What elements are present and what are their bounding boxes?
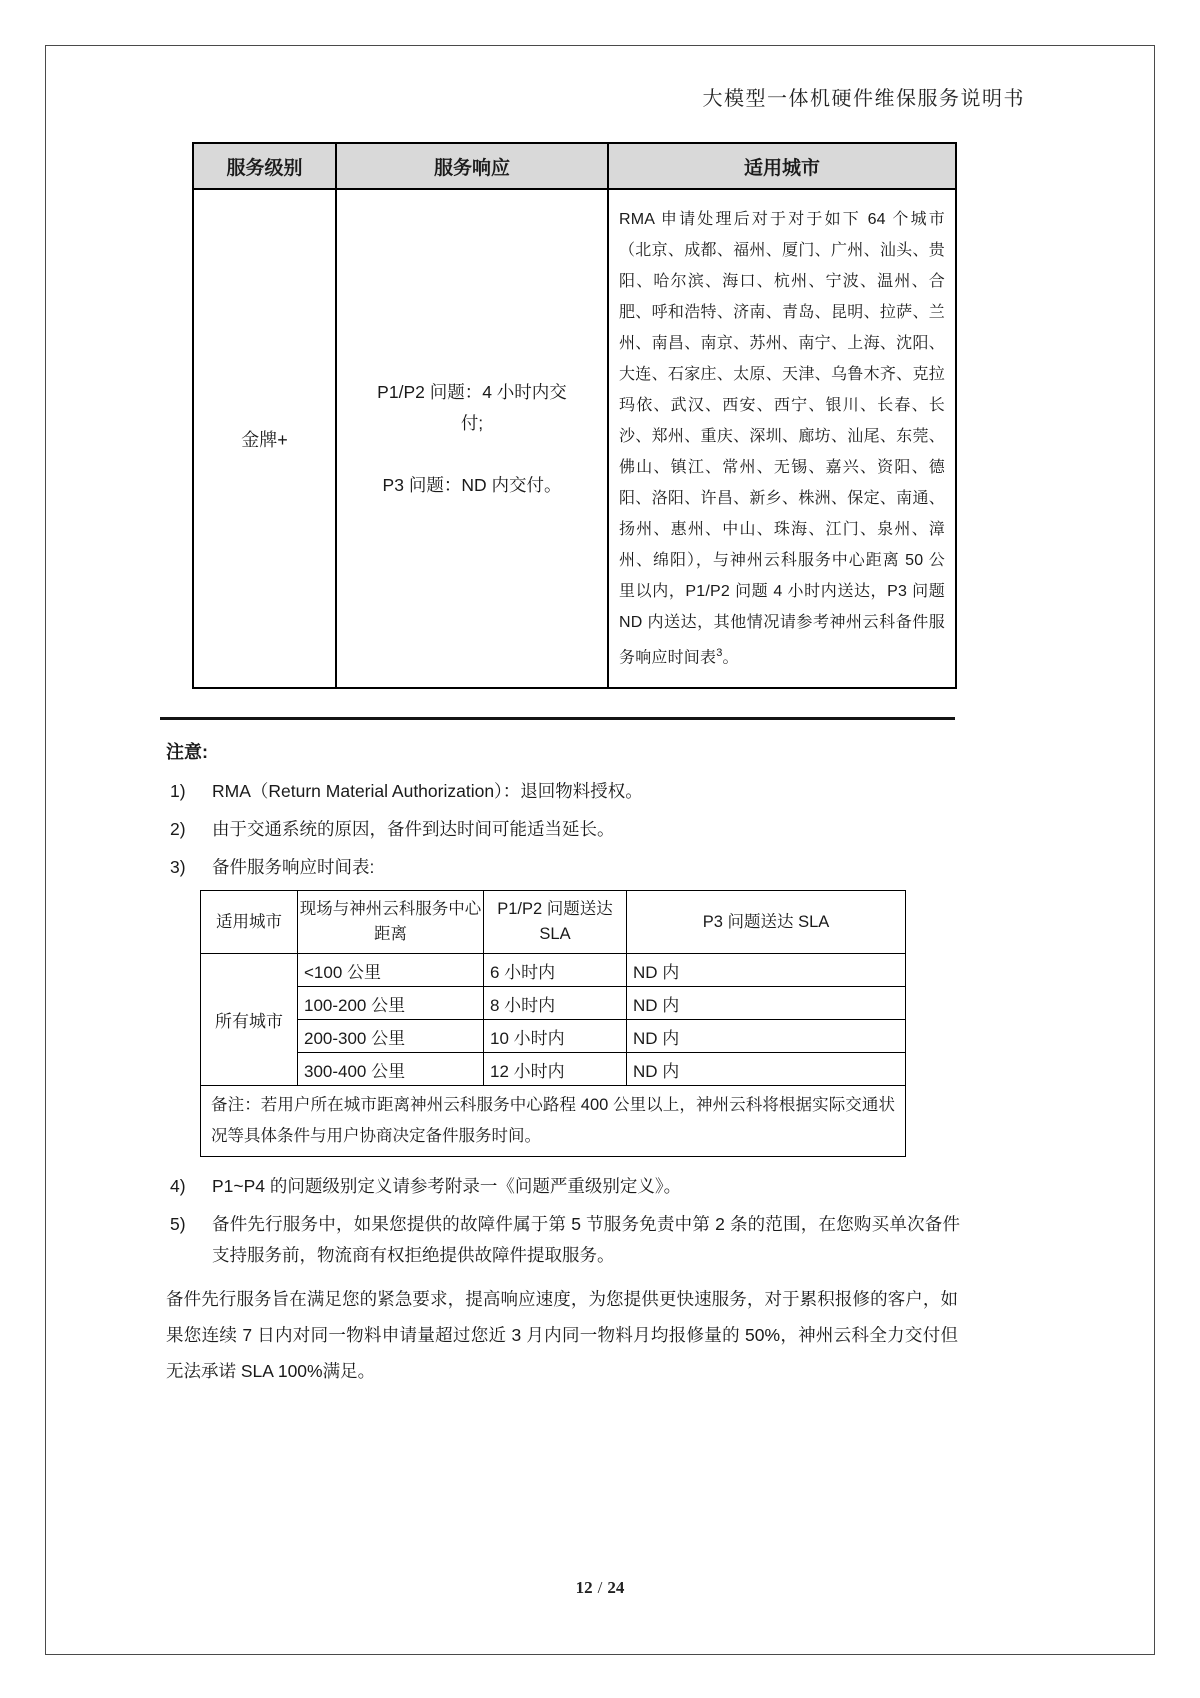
service-table-header-cities: 适用城市 [608,143,956,189]
sla-header-p3: P3 问题送达 SLA [627,891,906,954]
sla-distance-cell: 300-400 公里 [298,1053,484,1086]
service-table-header-level: 服务级别 [193,143,336,189]
sla-header-distance: 现场与神州云科服务中心距离 [298,891,484,954]
page-content [160,142,960,1389]
note-text: 备件服务响应时间表: [212,857,375,878]
note-text: 备件先行服务中，如果您提供的故障件属于第 5 节服务免责中第 2 条的范围，在您购买单次备件支持服务前，物流商有权拒绝提供故障件提取服务。 [212,1214,960,1266]
sla-p1p2-cell: 6 小时内 [484,954,627,987]
sla-header-city: 适用城市 [201,891,298,954]
table-row [201,987,906,1020]
sla-p1p2-cell: 8 小时内 [484,987,627,1020]
applicable-cities-cell [608,189,956,688]
document-header-title: 大模型一体机硬件维保服务说明书 [702,88,1025,110]
sla-p1p2-cell: 10 小时内 [484,1020,627,1053]
service-table-header-row [193,143,956,189]
sla-p3-cell: ND 内 [627,954,906,987]
sla-p3-cell: ND 内 [627,1020,906,1053]
sla-p3-cell: ND 内 [627,1053,906,1086]
cities-text: RMA 申请处理后对于对于如下 64 个城市（北京、成都、福州、厦门、广州、汕头、贵阳、哈尔滨、海口、杭州、宁波、温州、合肥、呼和浩特、济南、青岛、昆明、拉萨、兰州、南昌、南京、苏州、南宁、上海、沈阳、大连、石家庄、太原、天津、乌鲁木齐、克拉玛依、武汉、西安、西宁、银川、长春、长沙、郑州、重庆、深圳、廊坊、汕尾、东莞、佛山、镇江、常州、无锡、嘉兴、资阳、德阳、洛阳、许昌、新乡、株洲、保定、南通、扬州、惠州、中山、珠海、江门、泉州、漳州、绵阳），与神州云科服务中心距离 50 公里以内，P1/P2 问题 4 小时内送达，P3 问题 ND 内送达，其他情况请参考神州云科备件服务响应时间表 [619,211,945,667]
sla-table [200,890,906,1157]
page-number: 12 [575,1578,593,1597]
service-table-header-response: 服务响应 [336,143,608,189]
response-p3-text: P3 问题：ND 内交付。 [382,474,562,495]
note-item-3 [170,852,960,883]
sla-p1p2-cell: 12 小时内 [484,1053,627,1086]
note-number: 4) [170,1176,186,1197]
sla-distance-cell: 200-300 公里 [298,1020,484,1053]
cities-text-end: 。 [722,649,739,667]
footnote-ref: 3 [716,647,723,659]
note-item-5 [170,1209,960,1271]
response-p1p2-text: P1/P2 问题：4 小时内交付; [377,381,567,433]
note-number: 2) [170,819,186,840]
service-level-cell: 金牌+ [193,189,336,688]
notes-title: 注意: [166,742,208,763]
service-level-table [192,142,957,689]
table-row [201,1086,906,1157]
note-item-4 [170,1171,960,1202]
sla-p3-cell: ND 内 [627,987,906,1020]
sla-distance-cell: <100 公里 [298,954,484,987]
note-text: 由于交通系统的原因，备件到达时间可能适当延长。 [212,819,615,840]
page-footer [0,1578,1200,1598]
note-number: 1) [170,781,186,802]
sla-distance-cell: 100-200 公里 [298,987,484,1020]
table-row [193,189,956,688]
note-text: P1~P4 的问题级别定义请参考附录一《问题严重级别定义》。 [212,1176,682,1197]
table-row [201,954,906,987]
note-number: 3) [170,857,186,878]
section-divider [160,717,955,720]
sla-city-scope-cell: 所有城市 [201,954,298,1086]
note-item-1 [170,776,960,807]
sla-table-header-row [201,891,906,954]
service-response-cell [336,189,608,688]
sla-header-p1p2: P1/P2 问题送达 SLA [484,891,627,954]
table-row [201,1053,906,1086]
closing-paragraph: 备件先行服务旨在满足您的紧急要求，提高响应速度，为您提供更快速服务，对于累积报修的客户，如果您连续 7 日内对同一物料申请量超过您近 3 月内同一物料月均报修量的 50%，神州云科全力交付但无法承诺 SLA 100%满足。 [166,1289,958,1382]
note-number: 5) [170,1214,186,1235]
note-item-2 [170,814,960,845]
table-row [201,1020,906,1053]
note-text: RMA（Return Material Authorization）：退回物料授权。 [212,781,643,802]
page-total: 24 [607,1578,625,1597]
sla-remark-cell: 备注：若用户所在城市距离神州云科服务中心路程 400 公里以上，神州云科将根据实际交通状况等具体条件与用户协商决定备件服务时间。 [201,1086,906,1157]
page-number-separator: / [597,1578,603,1597]
